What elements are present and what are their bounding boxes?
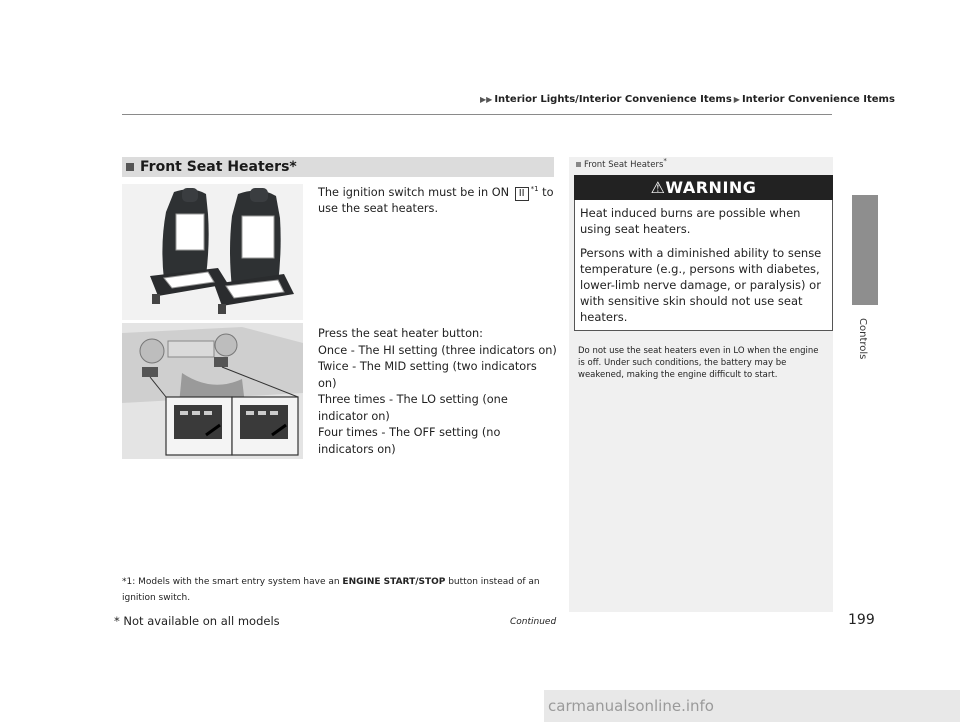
button-press-instructions: Press the seat heater button: Once - The HI setting (three indicators on) Twice - The MID setting (two indicators on) Three times - The LO setting (one indicator on) Four times - The OFF setting (no indicators on) [318,326,558,458]
header-rule [122,114,832,115]
breadcrumb: ▶▶ Interior Lights/Interior Convenience Items ▶ Interior Convenience Items [480,94,895,105]
watermark[interactable]: carmanualsonline.info [548,697,714,715]
press-line: Three times - The LO setting (one indicator on) [318,393,508,423]
seat-heater-illustration [122,184,303,320]
footnote: *1: Models with the smart entry system have an ENGINE START/STOP button instead of an ignition switch. [122,577,540,603]
chevron-right-icon: ▶▶ [480,95,493,104]
chapter-tab [852,195,878,305]
ignition-position-key: II [515,187,529,201]
section-title: Front Seat Heaters* [122,157,554,177]
square-bullet-icon [126,163,134,171]
warning-triangle-icon: ⚠ [650,178,666,197]
square-bullet-icon [576,162,581,167]
ignition-instruction: The ignition switch must be in ON II $^{*1}$ to use the seat heaters. [318,185,554,216]
chapter-label: Controls [857,318,868,360]
battery-note: Do not use the seat heaters even in LO when the engine is off. Under such conditions, the battery may be weakened, making the engine difficult to start. [578,346,819,380]
heater-button-illustration [122,323,303,459]
availability-note: * Not available on all models [114,614,280,628]
warning-text: Heat induced burns are possible when using seat heaters. Persons with a diminished ability to sense temperature (e.g., persons with diabetes, lower-limb nerve damage, or paralysis) or with sensitive skin should not use seat heaters. [580,206,822,324]
page-number: 199 [848,612,875,628]
continued-label: Continued [510,617,557,627]
warning-title: ⚠WARNING [574,175,833,200]
press-line: Twice - The MID setting (two indicators on) [318,360,537,390]
press-line: Once - The HI setting (three indicators on) [318,343,557,357]
chevron-right-icon: ▶ [733,95,740,104]
notes-header: Front Seat Heaters* [576,157,667,170]
press-line: Four times - The OFF setting (no indicators on) [318,426,501,456]
